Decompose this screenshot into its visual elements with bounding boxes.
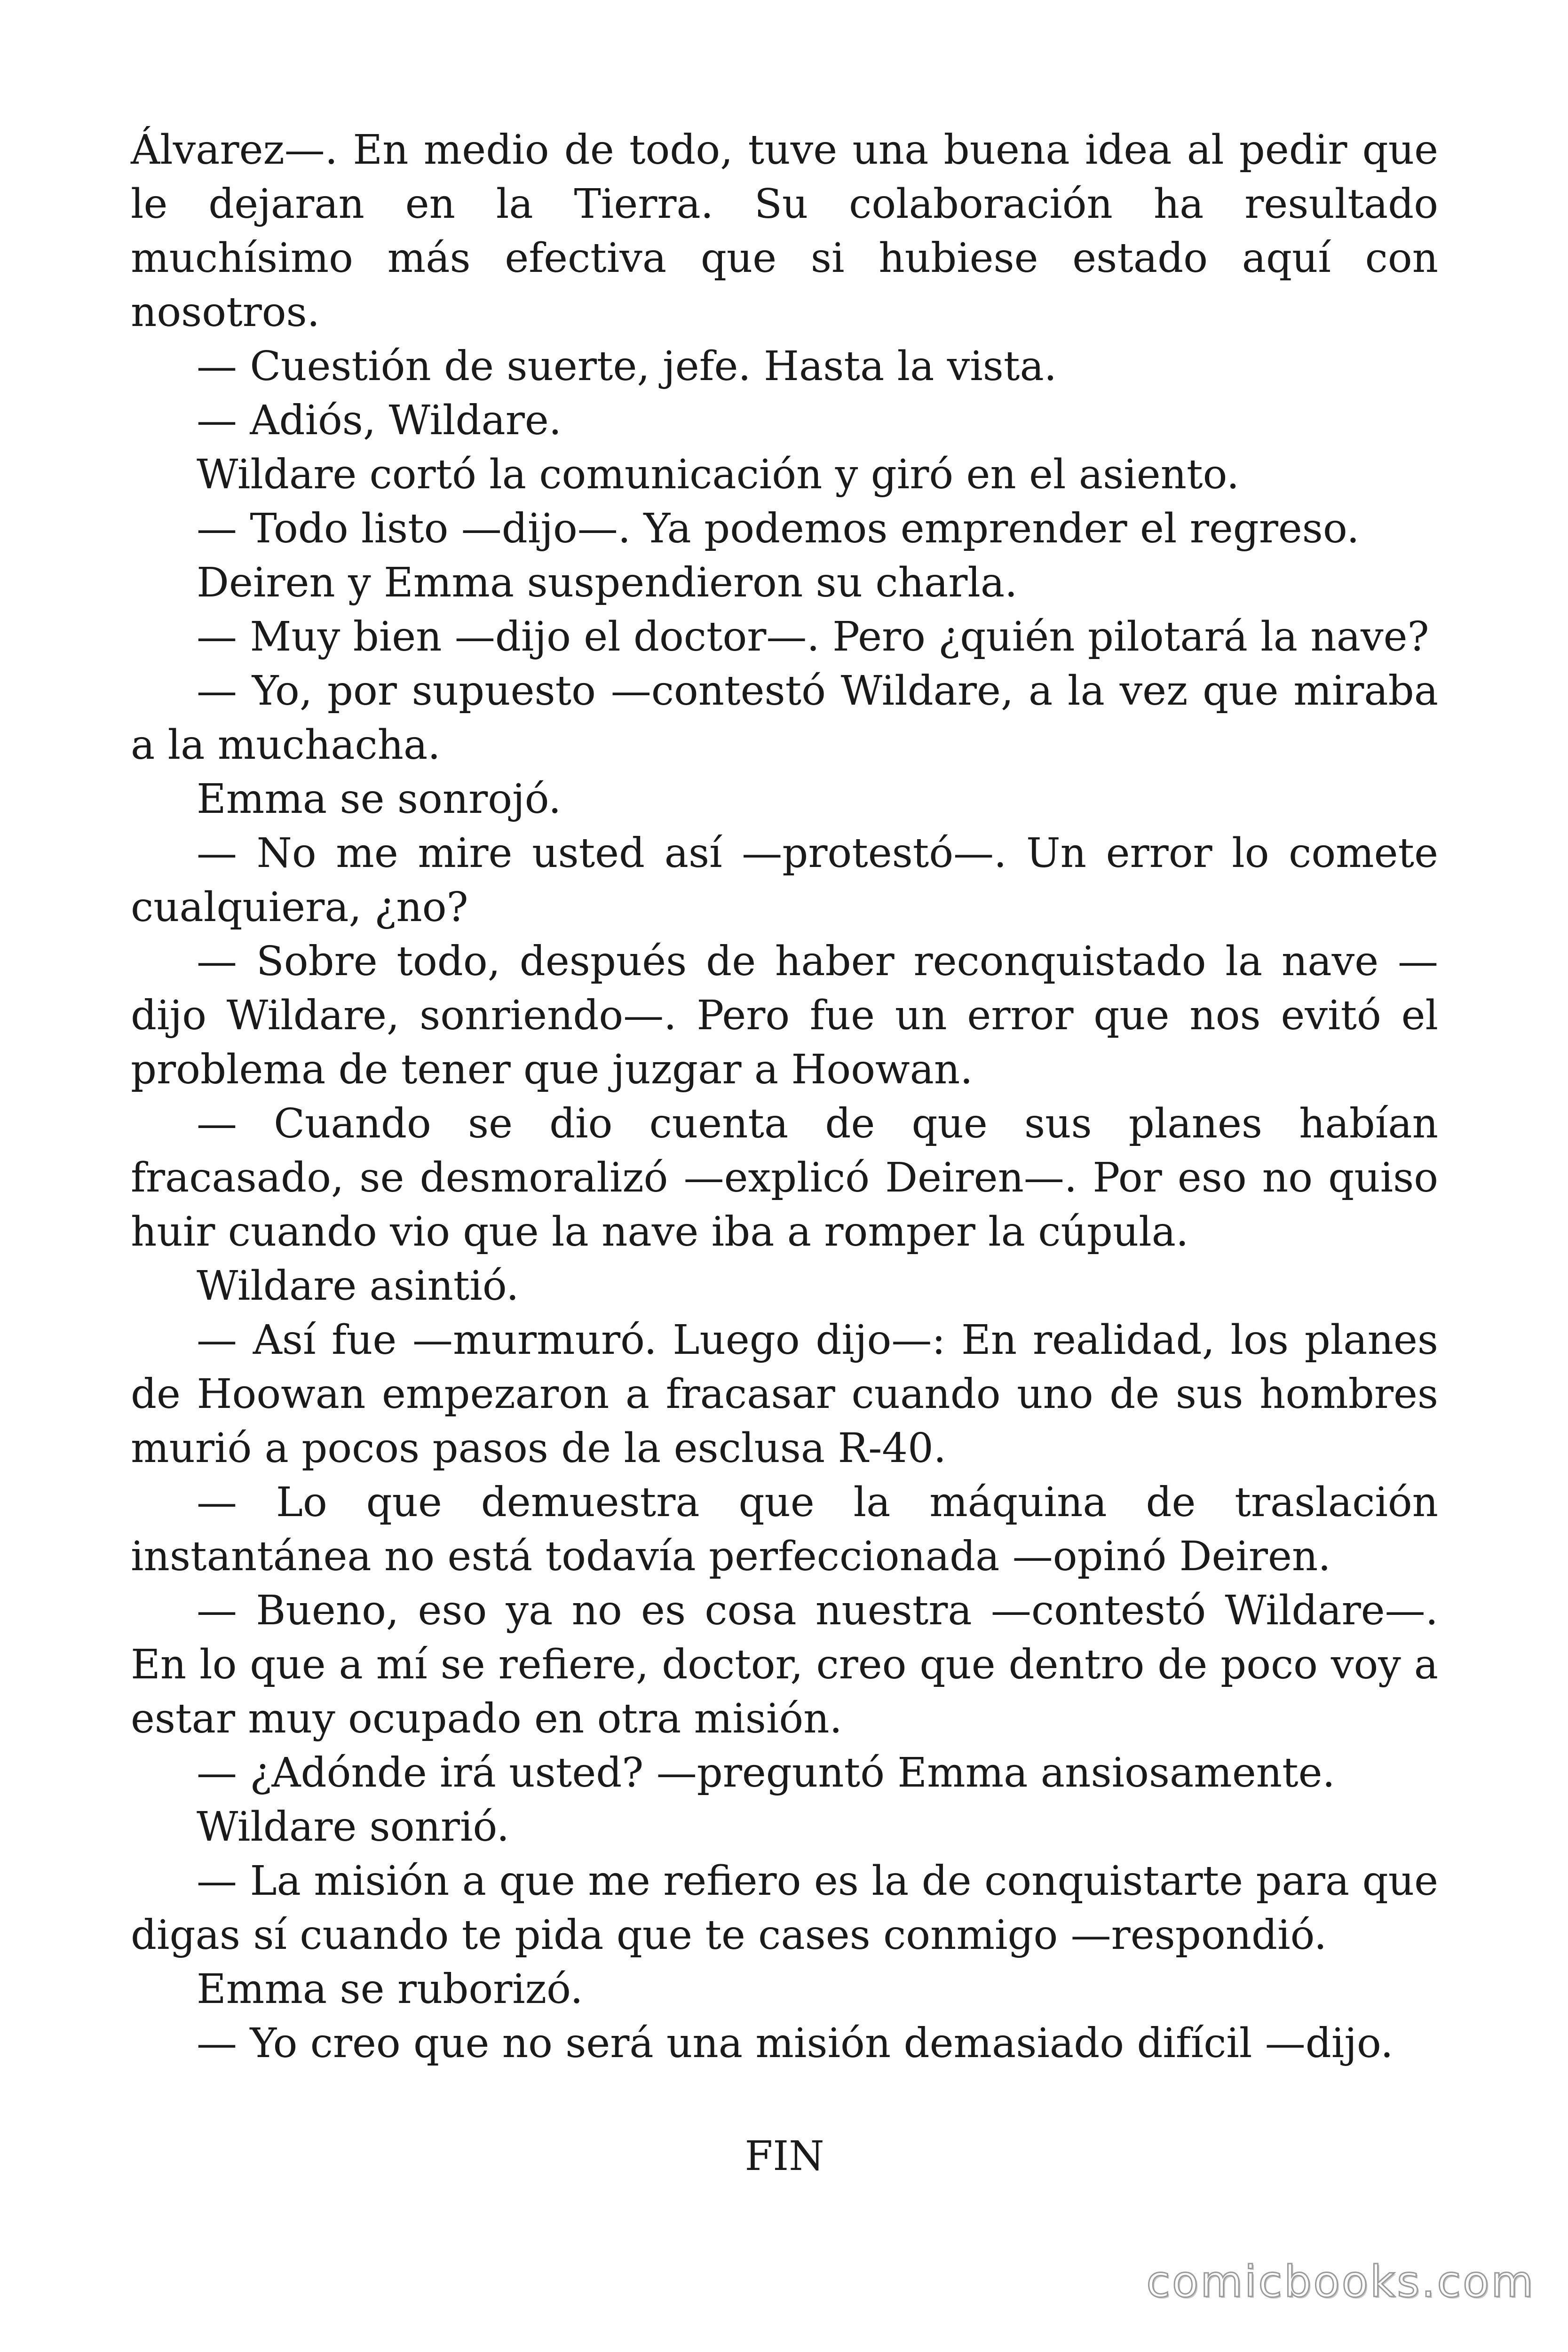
paragraph: — Sobre todo, después de haber reconquistado la nave —dijo Wildare, sonriendo—. Pero fue un error que nos evitó el problema de tener que juzgar a Hoowan. (131, 938, 1438, 1093)
paragraph: — Yo, por supuesto —contestó Wildare, a la vez que miraba a la muchacha. (131, 667, 1438, 769)
end-mark: FIN (744, 2133, 824, 2180)
paragraph: Álvarez—. En medio de todo, tuve una buena idea al pedir que le dejaran en la Tierra. Su colaboración ha resultado muchísimo más efectiva que si hubiese estado aquí con nosotros. (131, 127, 1438, 336)
paragraph: — Cuando se dio cuenta de que sus planes habían fracasado, se desmoralizó —explicó Deiren—. Por eso no quiso huir cuando vio que la nave iba a romper la cúpula. (131, 1100, 1438, 1255)
paragraph: — Bueno, eso ya no es cosa nuestra —contestó Wildare—. En lo que a mí se refiere, doctor, creo que dentro de poco voy a estar muy ocupado en otra misión. (131, 1587, 1438, 1742)
paragraph: — Adiós, Wildare. (197, 397, 562, 444)
paragraph: Emma se sonrojó. (197, 776, 562, 823)
paragraph: — Muy bien —dijo el doctor—. Pero ¿quién pilotará la nave? (197, 613, 1429, 660)
paragraph: Wildare sonrió. (197, 1804, 510, 1851)
paragraph: Deiren y Emma suspendieron su charla. (197, 559, 1018, 606)
page-body (131, 123, 1438, 2184)
paragraph: — ¿Adónde irá usted? —preguntó Emma ansiosamente. (197, 1749, 1335, 1796)
paragraph: — No me mire usted así —protestó—. Un error lo comete cualquiera, ¿no? (131, 830, 1438, 931)
paragraph: Wildare cortó la comunicación y giró en el asiento. (197, 451, 1240, 498)
paragraph: Emma se ruborizó. (197, 1966, 583, 2013)
watermark: comicbooks.com (1146, 2257, 1535, 2307)
paragraph: Wildare asintió. (197, 1263, 519, 1310)
paragraph: — Todo listo —dijo—. Ya podemos emprender el regreso. (197, 505, 1360, 552)
paragraph: — La misión a que me refiero es la de conquistarte para que digas sí cuando te pida que te cases conmigo —respondió. (131, 1858, 1438, 1959)
paragraph: — Cuestión de suerte, jefe. Hasta la vista. (197, 343, 1057, 390)
paragraph: — Lo que demuestra que la máquina de traslación instantánea no está todavía perfeccionada —opinó Deiren. (131, 1479, 1438, 1580)
paragraph: — Yo creo que no será una misión demasiado difícil —dijo. (197, 2020, 1394, 2067)
paragraph: — Así fue —murmuró. Luego dijo—: En realidad, los planes de Hoowan empezaron a fracasar cuando uno de sus hombres murió a pocos pasos de la esclusa R-40. (131, 1317, 1438, 1472)
